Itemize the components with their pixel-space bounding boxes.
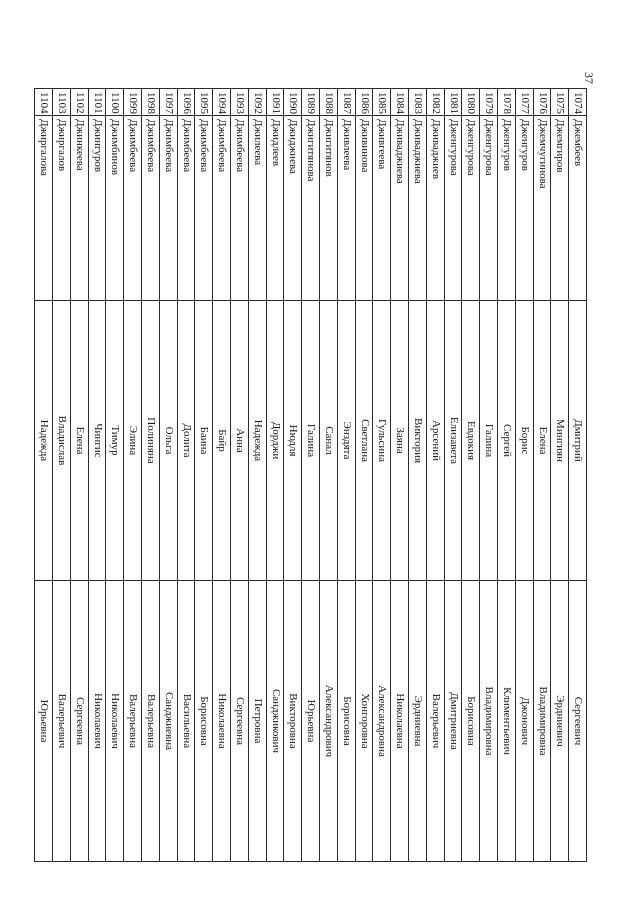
- last-name-cell: Дживгеева: [373, 116, 391, 301]
- row-number: 1078: [498, 89, 516, 116]
- last-name-cell: Дживинова: [355, 116, 373, 301]
- first-name-cell: Галина: [302, 301, 320, 581]
- patronymic-cell: Валерьевич: [426, 581, 444, 862]
- table-row: [515, 89, 533, 862]
- last-name-cell: Джимбинов: [106, 116, 124, 301]
- patronymic-cell: Эрдниевна: [409, 581, 427, 862]
- last-name-cell: Джимбеева: [195, 116, 213, 301]
- first-name-cell: Нюдля: [284, 301, 302, 581]
- first-name-cell: Виктория: [409, 301, 427, 581]
- first-name-cell: Елена: [70, 301, 88, 581]
- table-row: [480, 89, 498, 862]
- row-number: 1077: [515, 89, 533, 116]
- table-row: [426, 89, 444, 862]
- row-number: 1090: [284, 89, 302, 116]
- table-row: [142, 89, 160, 862]
- first-name-cell: Дорджи: [266, 301, 284, 581]
- last-name-cell: Джидлеев: [266, 116, 284, 301]
- last-name-cell: Джиргалов: [53, 116, 71, 301]
- last-name-cell: Джемгиров: [551, 116, 569, 301]
- last-name-cell: Джемчугинова: [533, 116, 551, 301]
- first-name-cell: Ольга: [159, 301, 177, 581]
- patronymic-cell: Николаевна: [391, 581, 409, 862]
- table-row: [533, 89, 551, 862]
- row-number: 1081: [444, 89, 462, 116]
- table-row: [337, 89, 355, 862]
- first-name-cell: Баина: [195, 301, 213, 581]
- row-number: 1080: [462, 89, 480, 116]
- row-number: 1082: [426, 89, 444, 116]
- first-name-cell: Байр: [213, 301, 231, 581]
- table-row: [124, 89, 142, 862]
- row-number: 1097: [159, 89, 177, 116]
- last-name-cell: Дженгуров: [515, 116, 533, 301]
- row-number: 1098: [142, 89, 160, 116]
- patronymic-cell: Юрьевна: [302, 581, 320, 862]
- patronymic-cell: Джонович: [515, 581, 533, 862]
- patronymic-cell: Александрович: [320, 581, 338, 862]
- table-row: [88, 89, 106, 862]
- table-row: [159, 89, 177, 862]
- first-name-cell: Элина: [124, 301, 142, 581]
- row-number: 1087: [337, 89, 355, 116]
- table-row: [266, 89, 284, 862]
- patronymic-cell: Николаевна: [213, 581, 231, 862]
- first-name-cell: Тимур: [106, 301, 124, 581]
- patronymic-cell: Николаевич: [88, 581, 106, 862]
- row-number: 1092: [248, 89, 266, 116]
- last-name-cell: Дживаджиев: [426, 116, 444, 301]
- first-name-cell: Евдокия: [462, 301, 480, 581]
- table-row: [302, 89, 320, 862]
- patronymic-cell: Эрдниевич: [551, 581, 569, 862]
- patronymic-cell: Владимировна: [480, 581, 498, 862]
- row-number: 1079: [480, 89, 498, 116]
- patronymic-cell: Валерьевна: [124, 581, 142, 862]
- first-name-cell: Борис: [515, 301, 533, 581]
- row-number: 1103: [53, 89, 71, 116]
- row-number: 1101: [88, 89, 106, 116]
- table-row: [569, 89, 587, 862]
- table-row: [284, 89, 302, 862]
- row-number: 1075: [551, 89, 569, 116]
- last-name-cell: Джимбеева: [231, 116, 249, 301]
- row-number: 1093: [231, 89, 249, 116]
- last-name-cell: Джимбеева: [159, 116, 177, 301]
- table-row: [231, 89, 249, 862]
- patronymic-cell: Петровна: [248, 581, 266, 862]
- table-row: [177, 89, 195, 862]
- patronymic-cell: Владимировна: [533, 581, 551, 862]
- table-row: [551, 89, 569, 862]
- row-number: 1102: [70, 89, 88, 116]
- patronymic-cell: Юрьевна: [35, 581, 53, 862]
- last-name-cell: Дженгурова: [480, 116, 498, 301]
- last-name-cell: Джигитянов: [320, 116, 338, 301]
- last-name-cell: Дженгурова: [444, 116, 462, 301]
- page-number: 37: [582, 72, 596, 84]
- patronymic-cell: Александровна: [373, 581, 391, 862]
- patronymic-cell: Валерьевич: [53, 581, 71, 862]
- first-name-cell: Владислав: [53, 301, 71, 581]
- table-row: [195, 89, 213, 862]
- row-number: 1096: [177, 89, 195, 116]
- table-row: [53, 89, 71, 862]
- table-row: [320, 89, 338, 862]
- row-number: 1076: [533, 89, 551, 116]
- patronymic-cell: Валерьевна: [142, 581, 160, 862]
- last-name-cell: Джиджиева: [284, 116, 302, 301]
- patronymic-cell: Сергеевич: [569, 581, 587, 862]
- row-number: 1104: [35, 89, 53, 116]
- last-name-cell: Джембеев: [569, 116, 587, 301]
- first-name-cell: Гульсина: [373, 301, 391, 581]
- last-name-cell: Джигитянова: [302, 116, 320, 301]
- table-row: [409, 89, 427, 862]
- table-row: [462, 89, 480, 862]
- patronymic-cell: Хонгоровна: [355, 581, 373, 862]
- patronymic-cell: Викторовна: [284, 581, 302, 862]
- row-number: 1091: [266, 89, 284, 116]
- first-name-cell: Анна: [231, 301, 249, 581]
- row-number: 1074: [569, 89, 587, 116]
- row-number: 1083: [409, 89, 427, 116]
- row-number: 1084: [391, 89, 409, 116]
- first-name-cell: Заяна: [391, 301, 409, 581]
- table-row: [213, 89, 231, 862]
- first-name-cell: Надежда: [248, 301, 266, 581]
- row-number: 1095: [195, 89, 213, 116]
- table-row: [373, 89, 391, 862]
- last-name-cell: Дживлеева: [337, 116, 355, 301]
- list-table-frame: [38, 88, 587, 861]
- table-row: [70, 89, 88, 862]
- rotated-table: [38, 88, 587, 861]
- patronymic-cell: Борисовна: [195, 581, 213, 862]
- last-name-cell: Джимбеева: [177, 116, 195, 301]
- row-number: 1089: [302, 89, 320, 116]
- patronymic-cell: Санджикович: [266, 581, 284, 862]
- first-name-cell: Дмитрий: [569, 301, 587, 581]
- first-name-cell: Санал: [320, 301, 338, 581]
- patronymic-cell: Борисовна: [462, 581, 480, 862]
- patronymic-cell: Борисовна: [337, 581, 355, 862]
- first-name-cell: Светлана: [355, 301, 373, 581]
- first-name-cell: Чингис: [88, 301, 106, 581]
- last-name-cell: Джилеева: [248, 116, 266, 301]
- last-name-cell: Дживаджиева: [409, 116, 427, 301]
- last-name-cell: Джимбеева: [142, 116, 160, 301]
- table-row: [248, 89, 266, 862]
- table-row: [355, 89, 373, 862]
- row-number: 1085: [373, 89, 391, 116]
- first-name-cell: Полиняна: [142, 301, 160, 581]
- patronymic-cell: Санджиевна: [159, 581, 177, 862]
- first-name-cell: Галина: [480, 301, 498, 581]
- last-name-cell: Джимбеева: [213, 116, 231, 301]
- patronymic-cell: Климентьевич: [498, 581, 516, 862]
- table-row: [498, 89, 516, 862]
- first-name-cell: Мингиян: [551, 301, 569, 581]
- patronymic-cell: Сергеевна: [70, 581, 88, 862]
- table-row: [444, 89, 462, 862]
- last-name-cell: Дженгуров: [498, 116, 516, 301]
- first-name-cell: Долита: [177, 301, 195, 581]
- row-number: 1086: [355, 89, 373, 116]
- first-name-cell: Елизавета: [444, 301, 462, 581]
- last-name-cell: Дженгурова: [462, 116, 480, 301]
- first-name-cell: Елена: [533, 301, 551, 581]
- patronymic-cell: Николаевич: [106, 581, 124, 862]
- first-name-cell: Арсений: [426, 301, 444, 581]
- row-number: 1100: [106, 89, 124, 116]
- last-name-cell: Джиргалова: [35, 116, 53, 301]
- first-name-cell: Сергей: [498, 301, 516, 581]
- patronymic-cell: Васильевна: [177, 581, 195, 862]
- last-name-cell: Джинкеева: [70, 116, 88, 301]
- last-name-cell: Джингуров: [88, 116, 106, 301]
- names-table: [34, 88, 587, 862]
- table-row: [35, 89, 53, 862]
- first-name-cell: Энздята: [337, 301, 355, 581]
- table-body: [35, 89, 587, 862]
- last-name-cell: Джимбеева: [124, 116, 142, 301]
- first-name-cell: Надежда: [35, 301, 53, 581]
- table-row: [391, 89, 409, 862]
- last-name-cell: Дживаджиева: [391, 116, 409, 301]
- patronymic-cell: Дмитриевна: [444, 581, 462, 862]
- row-number: 1099: [124, 89, 142, 116]
- row-number: 1094: [213, 89, 231, 116]
- patronymic-cell: Сергеевна: [231, 581, 249, 862]
- row-number: 1088: [320, 89, 338, 116]
- table-row: [106, 89, 124, 862]
